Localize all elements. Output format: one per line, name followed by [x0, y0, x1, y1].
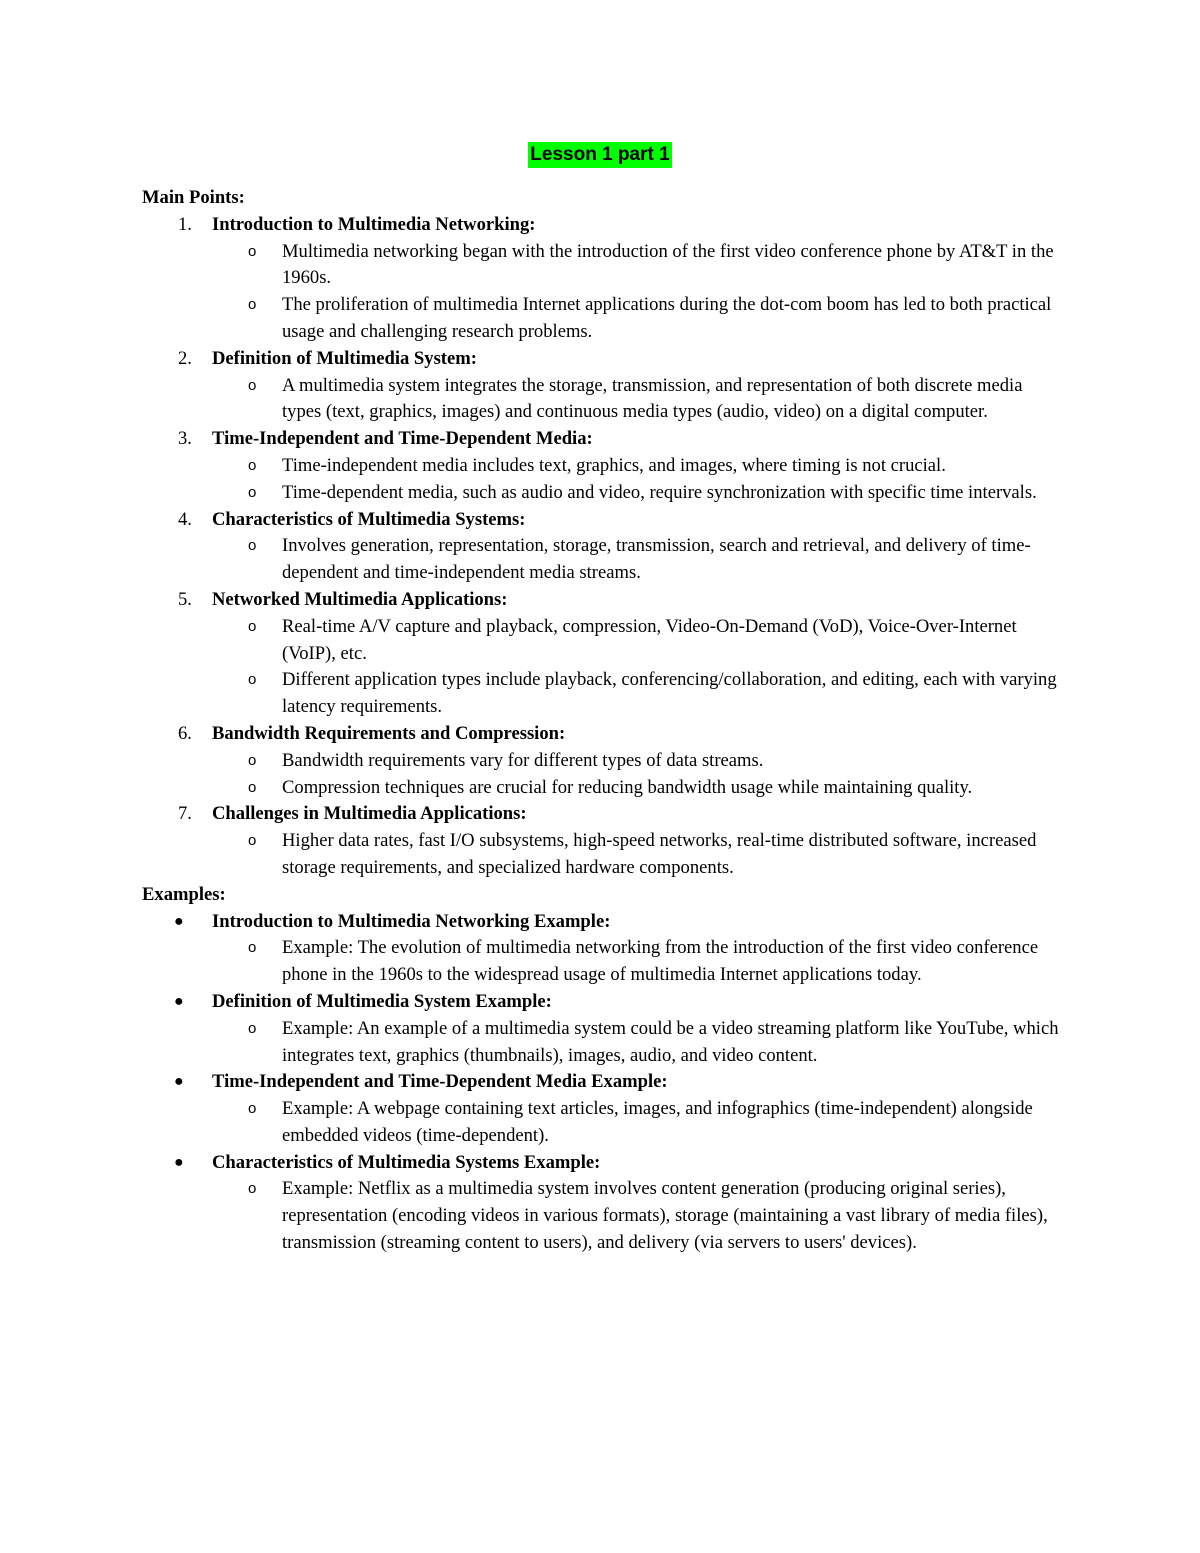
- main-point-item: [142, 346, 1062, 426]
- sub-point-text: Time-independent media includes text, graphics, and images, where timing is not crucial.: [282, 454, 946, 476]
- sub-point: [212, 453, 1062, 480]
- example-heading: Definition of Multimedia System Example:: [212, 990, 552, 1012]
- sub-point-list: [212, 373, 1062, 427]
- main-point-item: [142, 801, 1062, 881]
- sub-point-text: Example: The evolution of multimedia networking from the introduction of the first video conference phone in the 1960s to the widespread usage of multimedia Internet applications today.: [282, 937, 1039, 986]
- hollow-bullet-icon: o: [248, 617, 257, 635]
- main-point-item: [142, 721, 1062, 801]
- sub-point-text: Example: A webpage containing text articles, images, and infographics (time-independent) alongside embedded videos (time-dependent).: [282, 1098, 1033, 1146]
- filled-bullet-icon: ●: [174, 1073, 184, 1091]
- sub-point-text: Time-dependent media, such as audio and video, require synchronization with specific time intervals.: [282, 481, 1037, 503]
- filled-bullet-icon: ●: [174, 1153, 184, 1171]
- sub-point-list: [212, 748, 1062, 802]
- document-content: [142, 185, 1062, 1257]
- main-point-heading: Networked Multimedia Applications:: [212, 588, 508, 610]
- main-point-heading: Characteristics of Multimedia Systems:: [212, 508, 526, 530]
- main-points-heading: Main Points:: [142, 187, 245, 208]
- sub-point: [212, 667, 1062, 721]
- sub-point: [212, 1016, 1062, 1070]
- example-item: [142, 1069, 1062, 1149]
- example-heading: Introduction to Multimedia Networking Example:: [212, 910, 611, 932]
- main-point-heading: Definition of Multimedia System:: [212, 347, 477, 369]
- hollow-bullet-icon: o: [248, 778, 257, 796]
- main-points-list: [142, 212, 1062, 882]
- sub-point: [212, 614, 1062, 668]
- sub-point-text: Higher data rates, fast I/O subsystems, high-speed networks, real-time distributed software, increased storage requirements, and specialized hardware components.: [282, 830, 1037, 878]
- hollow-bullet-icon: o: [248, 296, 257, 314]
- sub-point: [212, 828, 1062, 882]
- main-point-heading: Challenges in Multimedia Applications:: [212, 803, 527, 825]
- main-point-heading: Introduction to Multimedia Networking:: [212, 213, 536, 235]
- sub-point-text: Example: An example of a multimedia system could be a video streaming platform like YouTube, which integrates text, graphics (thumbnails), images, audio, and video content.: [282, 1017, 1059, 1066]
- sub-point: [212, 748, 1062, 775]
- sub-point-text: Different application types include playback, conferencing/collaboration, and editing, each with varying latency requirements.: [282, 669, 1057, 718]
- hollow-bullet-icon: o: [248, 537, 257, 555]
- hollow-bullet-icon: o: [248, 1100, 257, 1118]
- hollow-bullet-icon: o: [248, 456, 257, 474]
- example-item: [142, 1150, 1062, 1257]
- sub-point-text: Real-time A/V capture and playback, compression, Video-On-Demand (VoD), Voice-Over-Internet (VoIP), etc.: [282, 615, 1017, 664]
- sub-point-list: [212, 453, 1062, 507]
- list-number: 4.: [178, 508, 192, 530]
- hollow-bullet-icon: o: [248, 483, 257, 501]
- example-heading: Characteristics of Multimedia Systems Example:: [212, 1151, 601, 1173]
- examples-list: [142, 909, 1062, 1257]
- examples-heading: Examples:: [142, 883, 226, 905]
- hollow-bullet-icon: o: [248, 1180, 257, 1198]
- sub-point-list: [212, 1096, 1062, 1150]
- hollow-bullet-icon: o: [248, 671, 257, 689]
- sub-point: [212, 373, 1062, 427]
- hollow-bullet-icon: o: [248, 1019, 257, 1037]
- list-number: 3.: [178, 428, 192, 450]
- sub-point-text: A multimedia system integrates the storage, transmission, and representation of both discrete media types (text, graphics, images) and continuous media types (audio, video) on a digital computer.: [282, 374, 1023, 423]
- sub-point-list: [212, 239, 1062, 346]
- title-wrap: [0, 142, 1200, 168]
- sub-point-text: Example: Netflix as a multimedia system involves content generation (producing original series), representation (encoding videos in various formats), storage (maintaining a vast library of media files), transmission (streaming content to users), and delivery (via servers to users' devices).: [282, 1178, 1048, 1254]
- sub-point-text: Multimedia networking began with the introduction of the first video conference phone by AT&T in the 1960s.: [282, 240, 1054, 289]
- hollow-bullet-icon: o: [248, 751, 257, 769]
- filled-bullet-icon: ●: [174, 912, 184, 930]
- example-item: [142, 989, 1062, 1069]
- sub-point-list: [212, 828, 1062, 882]
- list-number: 5.: [178, 588, 192, 610]
- sub-point: [212, 1096, 1062, 1150]
- sub-point: [212, 1176, 1062, 1256]
- sub-point-list: [212, 533, 1062, 587]
- sub-point-list: [212, 1016, 1062, 1070]
- main-point-item: [142, 426, 1062, 506]
- hollow-bullet-icon: o: [248, 939, 257, 957]
- sub-point: [212, 239, 1062, 293]
- list-number: 2.: [178, 347, 192, 369]
- sub-point-text: Compression techniques are crucial for reducing bandwidth usage while maintaining quality.: [282, 776, 973, 798]
- main-point-item: [142, 587, 1062, 721]
- sub-point-text: Bandwidth requirements vary for different types of data streams.: [282, 749, 764, 771]
- main-point-heading: Time-Independent and Time-Dependent Media:: [212, 428, 593, 450]
- list-number: 7.: [178, 803, 192, 825]
- example-heading: Time-Independent and Time-Dependent Media Example:: [212, 1071, 668, 1093]
- sub-point: [212, 935, 1062, 989]
- sub-point-text: The proliferation of multimedia Internet applications during the dot-com boom has led to both practical usage and challenging research problems.: [282, 294, 1052, 342]
- sub-point-text: Involves generation, representation, storage, transmission, search and retrieval, and delivery of time-dependent and time-independent media streams.: [282, 535, 1031, 584]
- main-point-item: [142, 507, 1062, 587]
- main-point-item: [142, 212, 1062, 346]
- filled-bullet-icon: ●: [174, 992, 184, 1010]
- hollow-bullet-icon: o: [248, 832, 257, 850]
- list-number: 6.: [178, 722, 192, 744]
- example-item: [142, 909, 1062, 989]
- hollow-bullet-icon: o: [248, 376, 257, 394]
- sub-point-list: [212, 1176, 1062, 1256]
- hollow-bullet-icon: o: [248, 242, 257, 260]
- list-number: 1.: [178, 213, 192, 235]
- main-point-heading: Bandwidth Requirements and Compression:: [212, 722, 566, 744]
- document-title: Lesson 1 part 1: [528, 142, 671, 168]
- sub-point: [212, 480, 1062, 507]
- sub-point: [212, 775, 1062, 802]
- sub-point: [212, 533, 1062, 587]
- sub-point: [212, 292, 1062, 346]
- sub-point-list: [212, 935, 1062, 989]
- sub-point-list: [212, 614, 1062, 721]
